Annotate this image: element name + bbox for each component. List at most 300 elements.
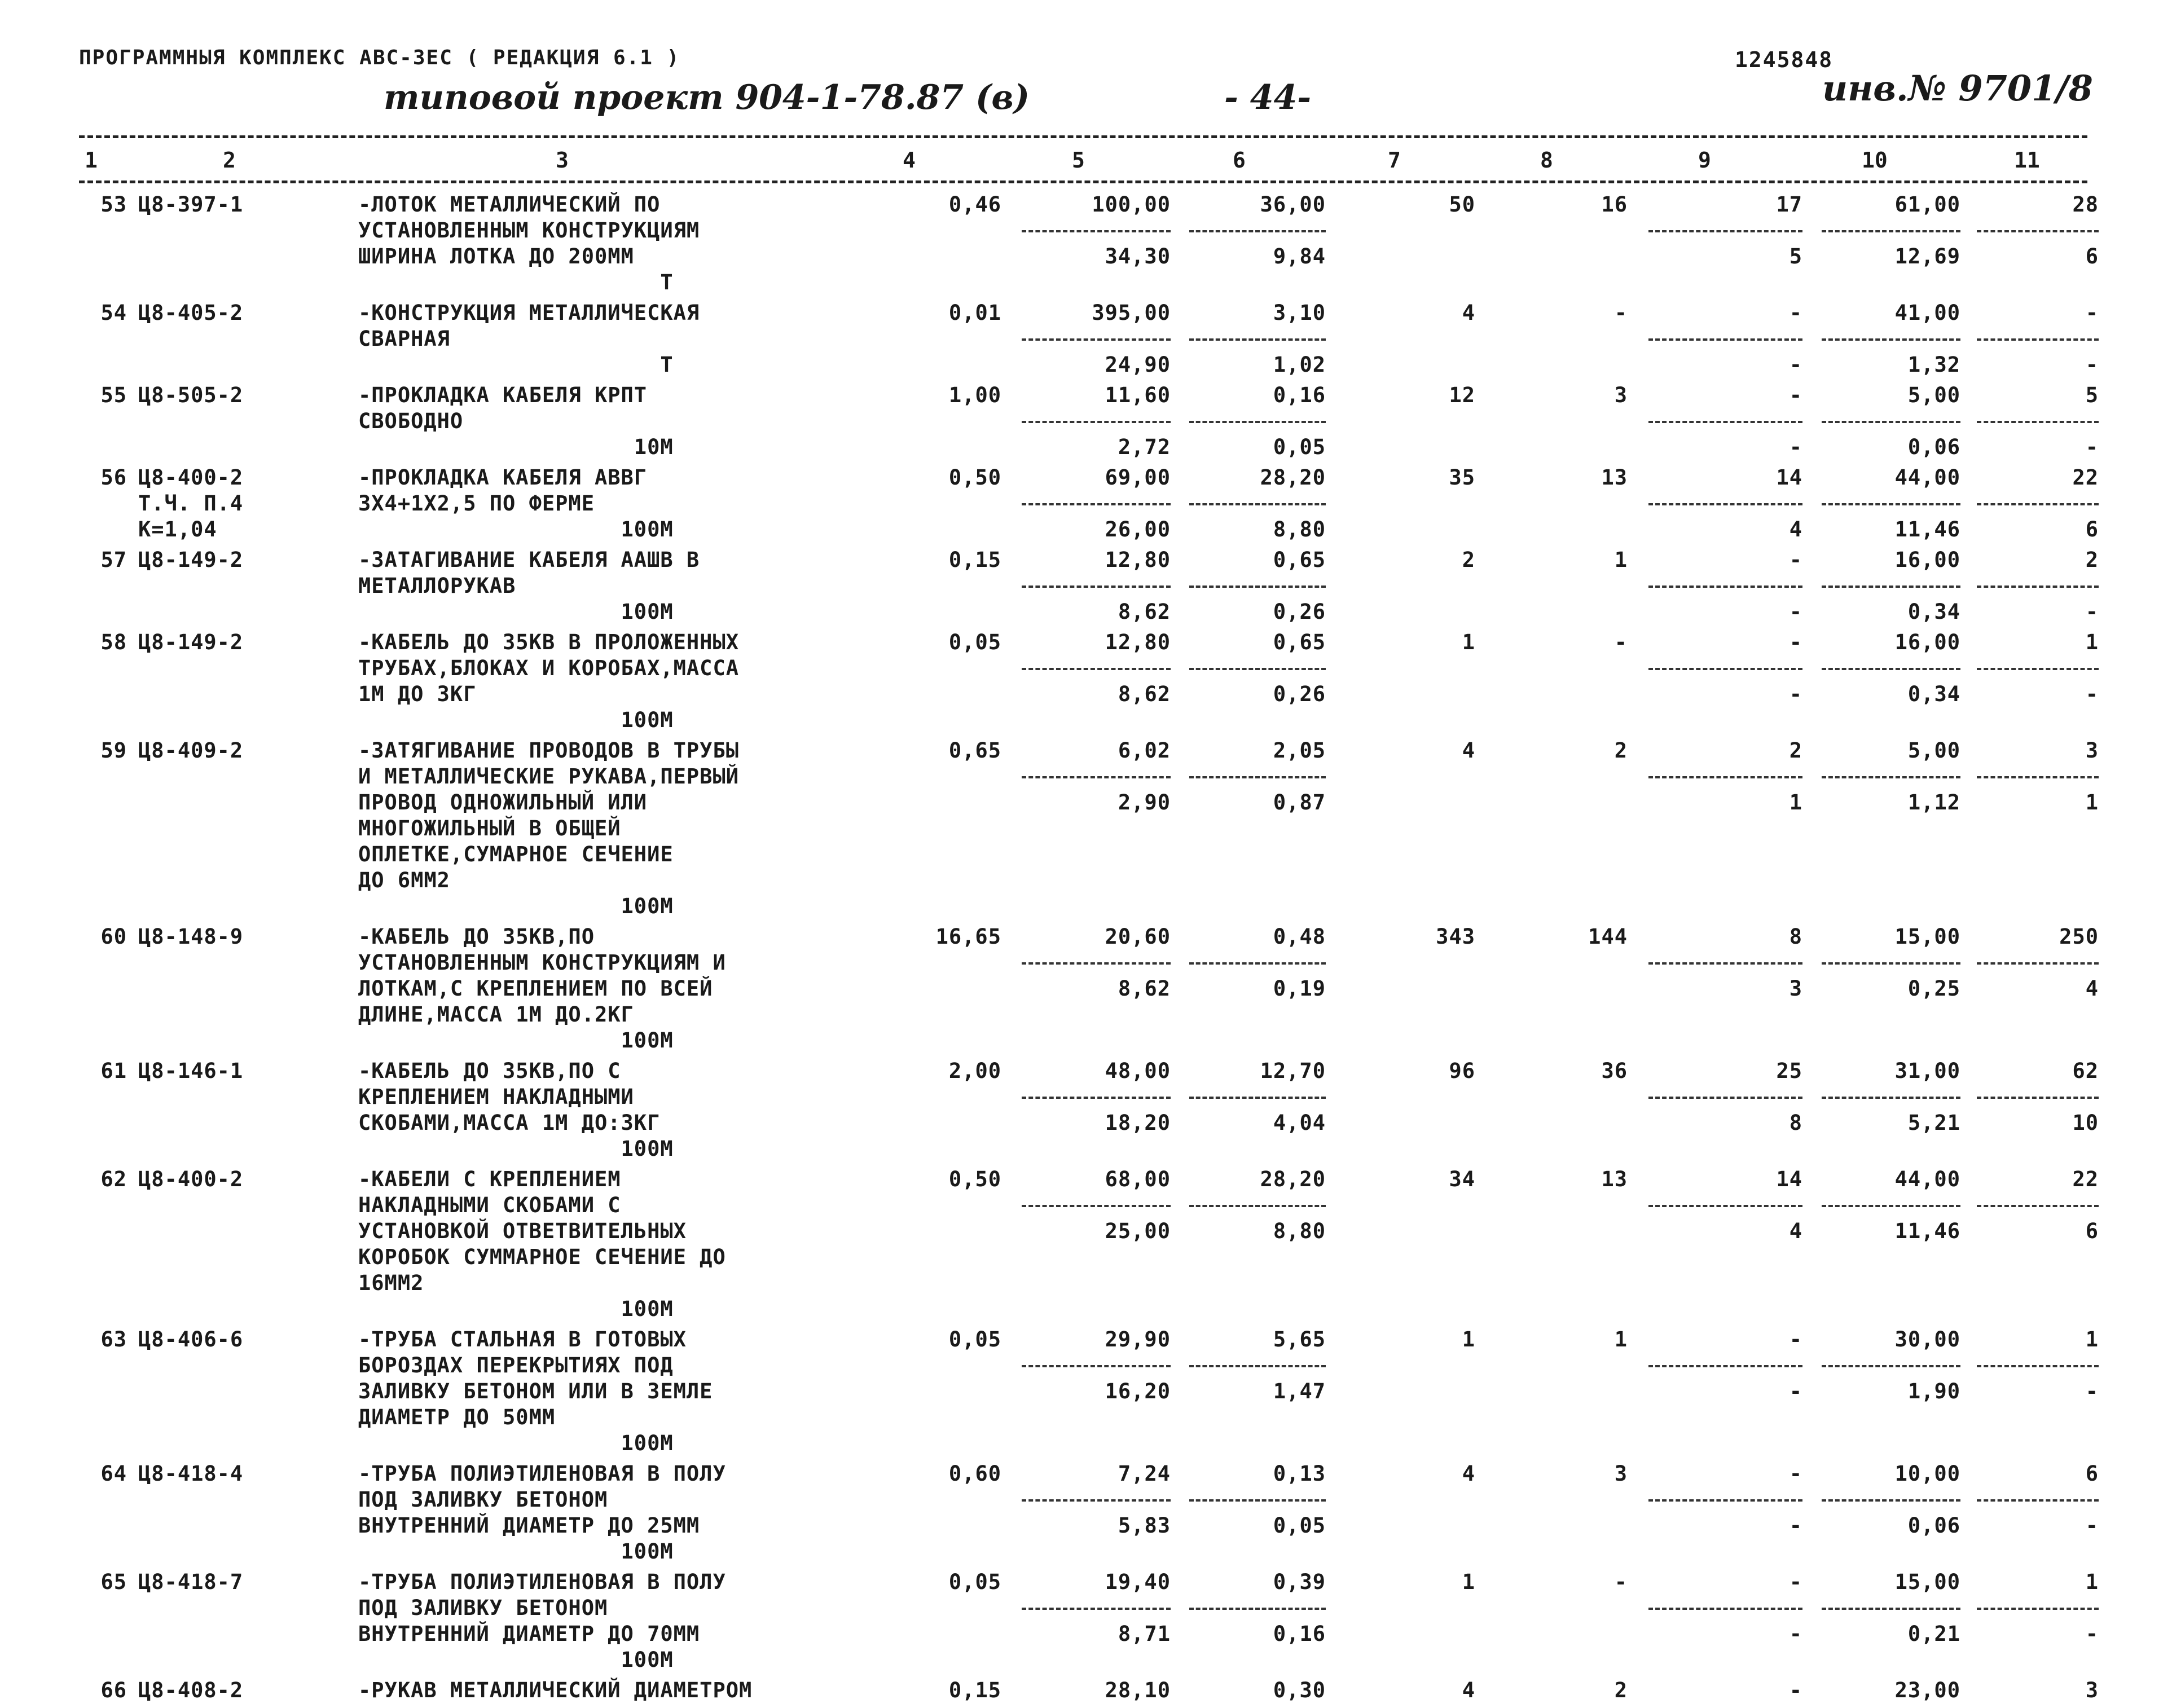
col9-value-bottom: - (1789, 682, 1802, 706)
col9-value (1628, 1327, 1802, 1461)
col10-value (1802, 1058, 1960, 1166)
description-line: КРЕПЛЕНИЕМ НАКЛАДНЫМИ (358, 1085, 634, 1109)
column-number-row (0, 148, 2172, 176)
document-code: 1245848 (1735, 47, 1834, 72)
unit-cost-bottom: 8,71 (1118, 1622, 1171, 1646)
total-cost-top: 0,30 (1273, 1678, 1326, 1702)
col11-value-bottom: 6 (2085, 244, 2099, 268)
unit-cost (1001, 382, 1171, 465)
quantity-cell: 0,05 (948, 1327, 1001, 1352)
column-number-6: 6 (1233, 148, 1246, 173)
unit-cost (1001, 1569, 1171, 1678)
col11-value-top: 3 (2085, 1678, 2099, 1702)
row-number: 65 (100, 1570, 127, 1594)
col10-value (1802, 1569, 1960, 1678)
dashed-separator (1171, 1084, 1326, 1110)
workers-cell: - (1614, 630, 1628, 654)
labor-cell: 1 (1462, 1570, 1475, 1594)
quantity-cell: 0,50 (948, 465, 1001, 490)
total-cost (1171, 1166, 1326, 1327)
table-row (79, 192, 2099, 300)
description-line: ДИАМЕТР ДО 50ММ (358, 1405, 556, 1429)
col11-value (1960, 1678, 2099, 1708)
unit-cost-bottom: 5,83 (1118, 1513, 1171, 1538)
dashed-separator (1802, 1353, 1960, 1379)
labor-cell: 1 (1462, 630, 1475, 654)
col9-value (1628, 1461, 1802, 1569)
total-cost-bottom: 1,47 (1273, 1379, 1326, 1403)
dashed-separator (1628, 1487, 1802, 1513)
col11-value (1960, 630, 2099, 738)
rate-code (138, 630, 358, 738)
column-number-5: 5 (1072, 148, 1085, 173)
total-cost-top: 0,48 (1273, 925, 1326, 949)
rate-code-line: Ц8-400-2 (138, 1167, 244, 1191)
description-line: МНОГОЖИЛЬНЫЙ В ОБЩЕЙ (358, 816, 621, 840)
workers-cell: 1 (1614, 1327, 1628, 1352)
workers-cell: 16 (1601, 192, 1628, 217)
description-line: ДЛИНЕ,МАССА 1М ДО.2КГ (358, 1002, 634, 1027)
labor-cell: 35 (1449, 465, 1475, 490)
description-line: -КОНСТРУКЦИЯ МЕТАЛЛИЧЕСКАЯ (358, 301, 700, 325)
column-number-2: 2 (223, 148, 236, 173)
dashed-separator (1628, 655, 1802, 681)
col10-value (1802, 738, 1960, 924)
col11-value (1960, 192, 2099, 300)
col9-value (1628, 1569, 1802, 1678)
unit-cost-bottom: 18,20 (1105, 1111, 1171, 1135)
col9-value-top: - (1789, 383, 1802, 407)
col9-value-top: 8 (1789, 925, 1802, 949)
col11-value-top: 250 (2059, 925, 2099, 949)
col10-value (1802, 300, 1960, 382)
rate-code (138, 192, 358, 300)
description-line: -ТРУБА ПОЛИЭТИЛЕНОВАЯ В ПОЛУ (358, 1462, 726, 1486)
col11-value-top: 1 (2085, 1570, 2099, 1594)
dashed-separator (1960, 764, 2099, 790)
work-description (358, 382, 866, 465)
rate-code (138, 1678, 358, 1708)
table-row (79, 1058, 2099, 1166)
row-number: 63 (100, 1327, 127, 1352)
description-line: -РУКАВ МЕТАЛЛИЧЕСКИЙ ДИАМЕТРОМ (358, 1678, 753, 1702)
rate-code-line: Ц8-406-6 (138, 1327, 244, 1352)
col11-value-top: 22 (2072, 465, 2099, 490)
dashed-separator (1001, 950, 1171, 976)
total-cost (1171, 547, 1326, 630)
col11-value-bottom: 4 (2085, 976, 2099, 1001)
col9-value (1628, 1058, 1802, 1166)
labor-cell: 343 (1436, 925, 1475, 949)
col11-value-bottom: - (2085, 1513, 2099, 1538)
dashed-separator (1628, 1192, 1802, 1218)
dashed-separator (1001, 1353, 1171, 1379)
description-line: -ЗАТАГИВАНИЕ КАБЕЛЯ ААШВ В (358, 548, 700, 572)
description-line: -ЛОТОК МЕТАЛЛИЧЕСКИЙ ПО (358, 192, 661, 217)
dashed-separator (1960, 1487, 2099, 1513)
total-cost-top: 5,65 (1273, 1327, 1326, 1352)
col10-value-top: 44,00 (1894, 465, 1960, 490)
col11-value-bottom: 10 (2072, 1111, 2099, 1135)
description-line: -ТРУБА СТАЛЬНАЯ В ГОТОВЫХ (358, 1327, 687, 1352)
col11-value (1960, 1461, 2099, 1569)
total-cost-bottom: 0,16 (1273, 1622, 1326, 1646)
dashed-separator (1628, 950, 1802, 976)
description-line: -ПРОКЛАДКА КАБЕЛЯ КРПТ (358, 383, 648, 407)
description-line: -ТРУБА ПОЛИЭТИЛЕНОВАЯ В ПОЛУ (358, 1570, 726, 1594)
col11-value (1960, 300, 2099, 382)
col9-value-top: 2 (1789, 738, 1802, 763)
workers-cell: 1 (1614, 548, 1628, 572)
description-line: 100М (358, 1137, 674, 1161)
labor-cell: 1 (1462, 1327, 1475, 1352)
rate-code-line: Ц8-418-7 (138, 1570, 244, 1594)
col11-value-bottom: - (2085, 1622, 2099, 1646)
rate-code (138, 465, 358, 547)
column-number-9: 9 (1698, 148, 1711, 173)
description-line: ТРУБАХ,БЛОКАХ И КОРОБАХ,МАССА (358, 656, 740, 680)
col10-value-bottom: 0,21 (1907, 1622, 1960, 1646)
total-cost-bottom: 0,26 (1273, 600, 1326, 624)
dashed-separator (1802, 764, 1960, 790)
dashed-separator (1171, 764, 1326, 790)
unit-cost-bottom: 16,20 (1105, 1379, 1171, 1403)
col9-value-top: 14 (1776, 465, 1802, 490)
dashed-separator (1802, 950, 1960, 976)
workers-cell: 2 (1614, 1678, 1628, 1702)
quantity-cell: 16,65 (935, 925, 1001, 949)
dashed-separator (1960, 491, 2099, 517)
unit-cost (1001, 300, 1171, 382)
dashed-separator (1802, 408, 1960, 434)
column-number-7: 7 (1388, 148, 1401, 173)
rate-code-line: Ц8-149-2 (138, 548, 244, 572)
row-number: 59 (100, 738, 127, 763)
page-number: - 44- (1224, 78, 1312, 117)
total-cost (1171, 924, 1326, 1058)
dashed-separator (1001, 573, 1171, 599)
unit-cost-top: 6,02 (1118, 738, 1171, 763)
rate-code (138, 1461, 358, 1569)
dashed-separator (1802, 1084, 1960, 1110)
col10-value-top: 31,00 (1894, 1059, 1960, 1083)
total-cost (1171, 1569, 1326, 1678)
col11-value-bottom: - (2085, 600, 2099, 624)
dashed-separator (1960, 1084, 2099, 1110)
col10-value (1802, 547, 1960, 630)
description-line: 100М (358, 600, 674, 624)
dashed-separator (1802, 218, 1960, 244)
col10-value-top: 5,00 (1907, 383, 1960, 407)
dashed-separator (1171, 1595, 1326, 1621)
workers-cell: 36 (1601, 1059, 1628, 1083)
dashed-separator (1960, 218, 2099, 244)
col9-value-top: - (1789, 1678, 1802, 1702)
dashed-separator (1802, 326, 1960, 352)
dashed-separator (1628, 1595, 1802, 1621)
workers-cell: - (1614, 301, 1628, 325)
quantity-cell: 2,00 (948, 1059, 1001, 1083)
quantity-cell: 0,01 (948, 301, 1001, 325)
col11-value-bottom: - (2085, 682, 2099, 706)
work-description (358, 738, 866, 924)
table-row (79, 630, 2099, 738)
description-line: -ПРОКЛАДКА КАБЕЛЯ АВВГ (358, 465, 648, 490)
col9-value-bottom: 5 (1789, 244, 1802, 268)
col11-value (1960, 1058, 2099, 1166)
col10-value (1802, 924, 1960, 1058)
col10-value-bottom: 1,32 (1907, 353, 1960, 377)
col11-value (1960, 1166, 2099, 1327)
total-cost-top: 0,13 (1273, 1462, 1326, 1486)
col10-value (1802, 1678, 1960, 1708)
work-description (358, 1461, 866, 1569)
description-line: Т (358, 353, 674, 377)
unit-cost-top: 68,00 (1105, 1167, 1171, 1191)
dashed-separator (1001, 764, 1171, 790)
rate-code-line: К=1,04 (138, 517, 217, 542)
total-cost-top: 28,20 (1260, 465, 1326, 490)
dashed-separator (1960, 950, 2099, 976)
col10-value-top: 15,00 (1894, 1570, 1960, 1594)
unit-cost (1001, 465, 1171, 547)
col10-value-bottom: 12,69 (1894, 244, 1960, 268)
description-line: 3Х4+1Х2,5 ПО ФЕРМЕ (358, 491, 595, 516)
col11-value-bottom: 1 (2085, 790, 2099, 815)
row-number: 58 (100, 630, 127, 654)
quantity-cell: 1,00 (948, 383, 1001, 407)
col11-value-top: 6 (2085, 1462, 2099, 1486)
labor-cell: 96 (1449, 1059, 1475, 1083)
unit-cost-top: 11,60 (1105, 383, 1171, 407)
table-row (79, 1461, 2099, 1569)
total-cost (1171, 300, 1326, 382)
description-line: -КАБЕЛЬ ДО 35КВ,ПО (358, 925, 595, 949)
labor-cell: 4 (1462, 738, 1475, 763)
col11-value (1960, 547, 2099, 630)
dashed-separator (1001, 1595, 1171, 1621)
description-line: 16ММ2 (358, 1271, 424, 1295)
unit-cost-bottom: 2,72 (1118, 435, 1171, 459)
dashed-separator (1171, 326, 1326, 352)
dashed-separator (1001, 326, 1171, 352)
description-line: ПРОВОД ОДНОЖИЛЬНЫЙ ИЛИ (358, 790, 648, 815)
unit-cost-top: 395,00 (1092, 301, 1171, 325)
dashed-separator (1960, 1353, 2099, 1379)
col10-value-bottom: 1,90 (1907, 1379, 1960, 1403)
dashed-separator (1171, 573, 1326, 599)
unit-cost-top: 20,60 (1105, 925, 1171, 949)
workers-cell: 2 (1614, 738, 1628, 763)
col11-value (1960, 1569, 2099, 1678)
unit-cost-top: 48,00 (1105, 1059, 1171, 1083)
description-line: УСТАНОВКОЙ ОТВЕТВИТЕЛЬНЫХ (358, 1219, 687, 1243)
col9-value (1628, 1678, 1802, 1708)
col9-value-bottom: 3 (1789, 976, 1802, 1001)
work-description (358, 1569, 866, 1678)
total-cost (1171, 1461, 1326, 1569)
rate-code-line: Ц8-148-9 (138, 925, 244, 949)
description-line: -КАБЕЛИ С КРЕПЛЕНИЕМ (358, 1167, 621, 1191)
estimate-table (79, 192, 2099, 1708)
unit-cost-bottom: 2,90 (1118, 790, 1171, 815)
total-cost (1171, 1678, 1326, 1708)
col11-value-bottom: - (2085, 435, 2099, 459)
unit-cost-top: 100,00 (1092, 192, 1171, 217)
table-row (79, 300, 2099, 382)
workers-cell: 13 (1601, 1167, 1628, 1191)
unit-cost-bottom: 8,62 (1118, 976, 1171, 1001)
labor-cell: 34 (1449, 1167, 1475, 1191)
rate-code (138, 1058, 358, 1166)
description-line: Т (358, 270, 674, 294)
rate-code (138, 1569, 358, 1678)
description-line: 100М (358, 1028, 674, 1053)
col11-value-top: 5 (2085, 383, 2099, 407)
col10-value (1802, 1461, 1960, 1569)
dashed-separator (1960, 408, 2099, 434)
description-line: УСТАНОВЛЕННЫМ КОНСТРУКЦИЯМ И (358, 950, 726, 975)
dashed-separator (1628, 491, 1802, 517)
col11-value (1960, 465, 2099, 547)
work-description (358, 547, 866, 630)
col10-value-top: 16,00 (1894, 548, 1960, 572)
col11-value-top: 22 (2072, 1167, 2099, 1191)
dashed-separator (1171, 491, 1326, 517)
col11-value-bottom: 6 (2085, 517, 2099, 542)
rate-code-line: Ц8-418-4 (138, 1462, 244, 1486)
total-cost (1171, 1327, 1326, 1461)
quantity-cell: 0,05 (948, 1570, 1001, 1594)
col9-value-bottom: 4 (1789, 1219, 1802, 1243)
col9-value (1628, 547, 1802, 630)
col10-value-bottom: 0,06 (1907, 1513, 1960, 1538)
table-row (79, 1678, 2099, 1708)
col11-value-bottom: - (2085, 353, 2099, 377)
col10-value-bottom: 11,46 (1894, 1219, 1960, 1243)
unit-cost-top: 19,40 (1105, 1570, 1171, 1594)
quantity-cell: 0,46 (948, 192, 1001, 217)
col9-value (1628, 1166, 1802, 1327)
table-row (79, 924, 2099, 1058)
unit-cost-bottom: 25,00 (1105, 1219, 1171, 1243)
col9-value (1628, 630, 1802, 738)
total-cost-top: 0,16 (1273, 383, 1326, 407)
col9-value-top: - (1789, 1570, 1802, 1594)
description-line: 100М (358, 894, 674, 918)
column-number-11: 11 (2014, 148, 2040, 173)
col9-value (1628, 192, 1802, 300)
description-line: -КАБЕЛЬ ДО 35КВ,ПО С (358, 1059, 621, 1083)
unit-cost-top: 12,80 (1105, 548, 1171, 572)
table-row (79, 738, 2099, 924)
row-number: 62 (100, 1167, 127, 1191)
dashed-separator (1960, 326, 2099, 352)
dashed-separator (1802, 573, 1960, 599)
total-cost-bottom: 0,05 (1273, 435, 1326, 459)
col9-value-top: - (1789, 548, 1802, 572)
description-line: ДО 6ММ2 (358, 868, 450, 892)
unit-cost (1001, 1166, 1171, 1327)
unit-cost (1001, 547, 1171, 630)
col11-value-top: 28 (2072, 192, 2099, 217)
dashed-separator (1628, 408, 1802, 434)
unit-cost-bottom: 34,30 (1105, 244, 1171, 268)
col9-value-top: 17 (1776, 192, 1802, 217)
unit-cost (1001, 1058, 1171, 1166)
unit-cost-top: 29,90 (1105, 1327, 1171, 1352)
col11-value (1960, 1327, 2099, 1461)
labor-cell: 4 (1462, 1462, 1475, 1486)
dashed-separator (1960, 1595, 2099, 1621)
work-description (358, 924, 866, 1058)
description-line: БОРОЗДАХ ПЕРЕКРЫТИЯХ ПОД (358, 1353, 674, 1377)
unit-cost-top: 69,00 (1105, 465, 1171, 490)
description-line: -КАБЕЛЬ ДО 35КВ В ПРОЛОЖЕННЫХ (358, 630, 740, 654)
rate-code-line: Ц8-405-2 (138, 301, 244, 325)
col9-value-top: - (1789, 1462, 1802, 1486)
col9-value (1628, 300, 1802, 382)
project-title: типовой проект 904-1-78.87 (в) (384, 78, 1030, 117)
col10-value-top: 41,00 (1894, 301, 1960, 325)
dashed-separator (1001, 655, 1171, 681)
column-number-1: 1 (85, 148, 98, 173)
dashed-separator (1171, 950, 1326, 976)
col9-value (1628, 738, 1802, 924)
col10-value (1802, 1327, 1960, 1461)
row-number: 54 (100, 301, 127, 325)
unit-cost-top: 12,80 (1105, 630, 1171, 654)
unit-cost (1001, 630, 1171, 738)
description-line: НАКЛАДНЫМИ СКОБАМИ С (358, 1193, 621, 1217)
rate-code (138, 382, 358, 465)
total-cost (1171, 738, 1326, 924)
col9-value-top: - (1789, 1327, 1802, 1352)
unit-cost-top: 28,10 (1105, 1678, 1171, 1702)
description-line: ПОД ЗАЛИВКУ БЕТОНОМ (358, 1596, 608, 1620)
col10-value-bottom: 5,21 (1907, 1111, 1960, 1135)
row-number: 60 (100, 925, 127, 949)
table-row (79, 465, 2099, 547)
description-line: УСТАНОВЛЕННЫМ КОНСТРУКЦИЯМ (358, 218, 700, 243)
dashed-separator (1171, 1353, 1326, 1379)
col10-value-top: 16,00 (1894, 630, 1960, 654)
description-line: КОРОБОК СУММАРНОЕ СЕЧЕНИЕ ДО (358, 1245, 726, 1269)
description-line: 100М (358, 1648, 674, 1672)
rate-code (138, 300, 358, 382)
col10-value-bottom: 0,34 (1907, 600, 1960, 624)
col9-value-top: 14 (1776, 1167, 1802, 1191)
rate-code (138, 547, 358, 630)
description-line: МЕТАЛЛОРУКАВ (358, 574, 516, 598)
table-row (79, 1569, 2099, 1678)
dashed-separator (1001, 1192, 1171, 1218)
work-description (358, 630, 866, 738)
total-cost-bottom: 0,05 (1273, 1513, 1326, 1538)
total-cost-top: 0,39 (1273, 1570, 1326, 1594)
description-line: ВНУТРЕННИЙ ДИАМЕТР ДО 70ММ (358, 1622, 700, 1646)
quantity-cell: 0,65 (948, 738, 1001, 763)
work-description (358, 465, 866, 547)
quantity-cell: 0,15 (948, 1678, 1001, 1702)
program-header: ПРОГРАММНЫЯ КОМПЛЕКС АВС-3ЕС ( РЕДАКЦИЯ 6.1 ) (79, 46, 680, 69)
total-cost (1171, 192, 1326, 300)
description-line: 100М (358, 1297, 674, 1321)
work-description (358, 192, 866, 300)
col10-value-top: 15,00 (1894, 925, 1960, 949)
col11-value-top: 1 (2085, 1327, 2099, 1352)
col10-value (1802, 382, 1960, 465)
